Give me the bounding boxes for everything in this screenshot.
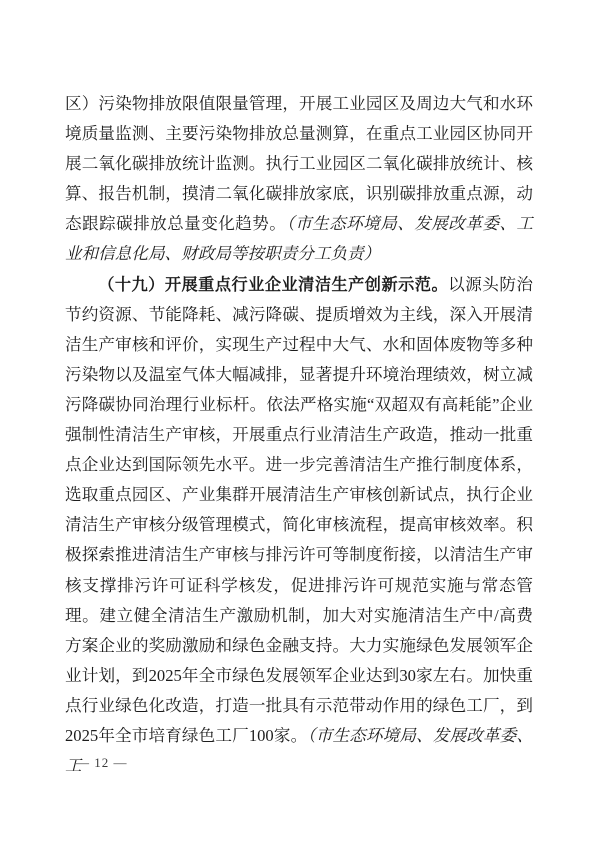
paragraph: [65, 89, 533, 270]
page-number: — 12 —: [76, 755, 128, 770]
text-segment: 以源头防治节约资源、节能降耗、减污降碳、提质增效为主线，深入开展清洁生产审核和评价，实现生产过程中大气、水和固体废物等多种污染物以及温室气体大幅减排，显著提升环境治理绩效，树立减污降碳协同治理行业标杆。依法严格实施“双超双有高耗能”企业强制性清洁生产审核，开展重点行业清洁生产政造，推动一批重点企业达到国际领先水平。进一步完善清洁生产推行制度体系，选取重点园区、产业集群开展清洁生产审核创新试点，执行企业清洁生产审核分级管理模式，简化审核流程，提高审核效率。积极探索推进清洁生产审核与排污许可等制度衔接，以清洁生产审核支撑排污许可证科学核发，促进排污许可规范实施与常态管理。建立健全清洁生产激励机制，加大对实施清洁生产中/高费方案企业的奖励激励和绿色金融支持。大力实施绿色发展领军企业计划，到2025年全市绿色发展领军企业达到30家左右。加快重点行业绿色化改造，打造一批具有示范带动作用的绿色工厂，到2025年全市培育绿色工厂100家。: [65, 274, 533, 745]
text-segment: 区）污染物排放限值限量管理，开展工业园区及周边大气和水环境质量监测、主要污染物排放总量测算，在重点工业园区协同开展二氧化碳排放统计监测。执行工业园区二氧化碳排放统计、核算、报告机制，摸清二氧化碳排放家底，识别碳排放重点源，动态跟踪碳排放总量变化趋势。: [65, 94, 533, 234]
paragraph: [65, 270, 533, 782]
text-segment: （市生态环境局、发展改革委、工业和信息化局、财政局等按职责分工负责）: [65, 214, 534, 264]
document-body: [65, 89, 533, 781]
text-segment: （市生态环境局、发展改革委、工: [65, 725, 533, 776]
text-segment: （十九）开展重点行业企业清洁生产创新示范。: [98, 275, 449, 294]
